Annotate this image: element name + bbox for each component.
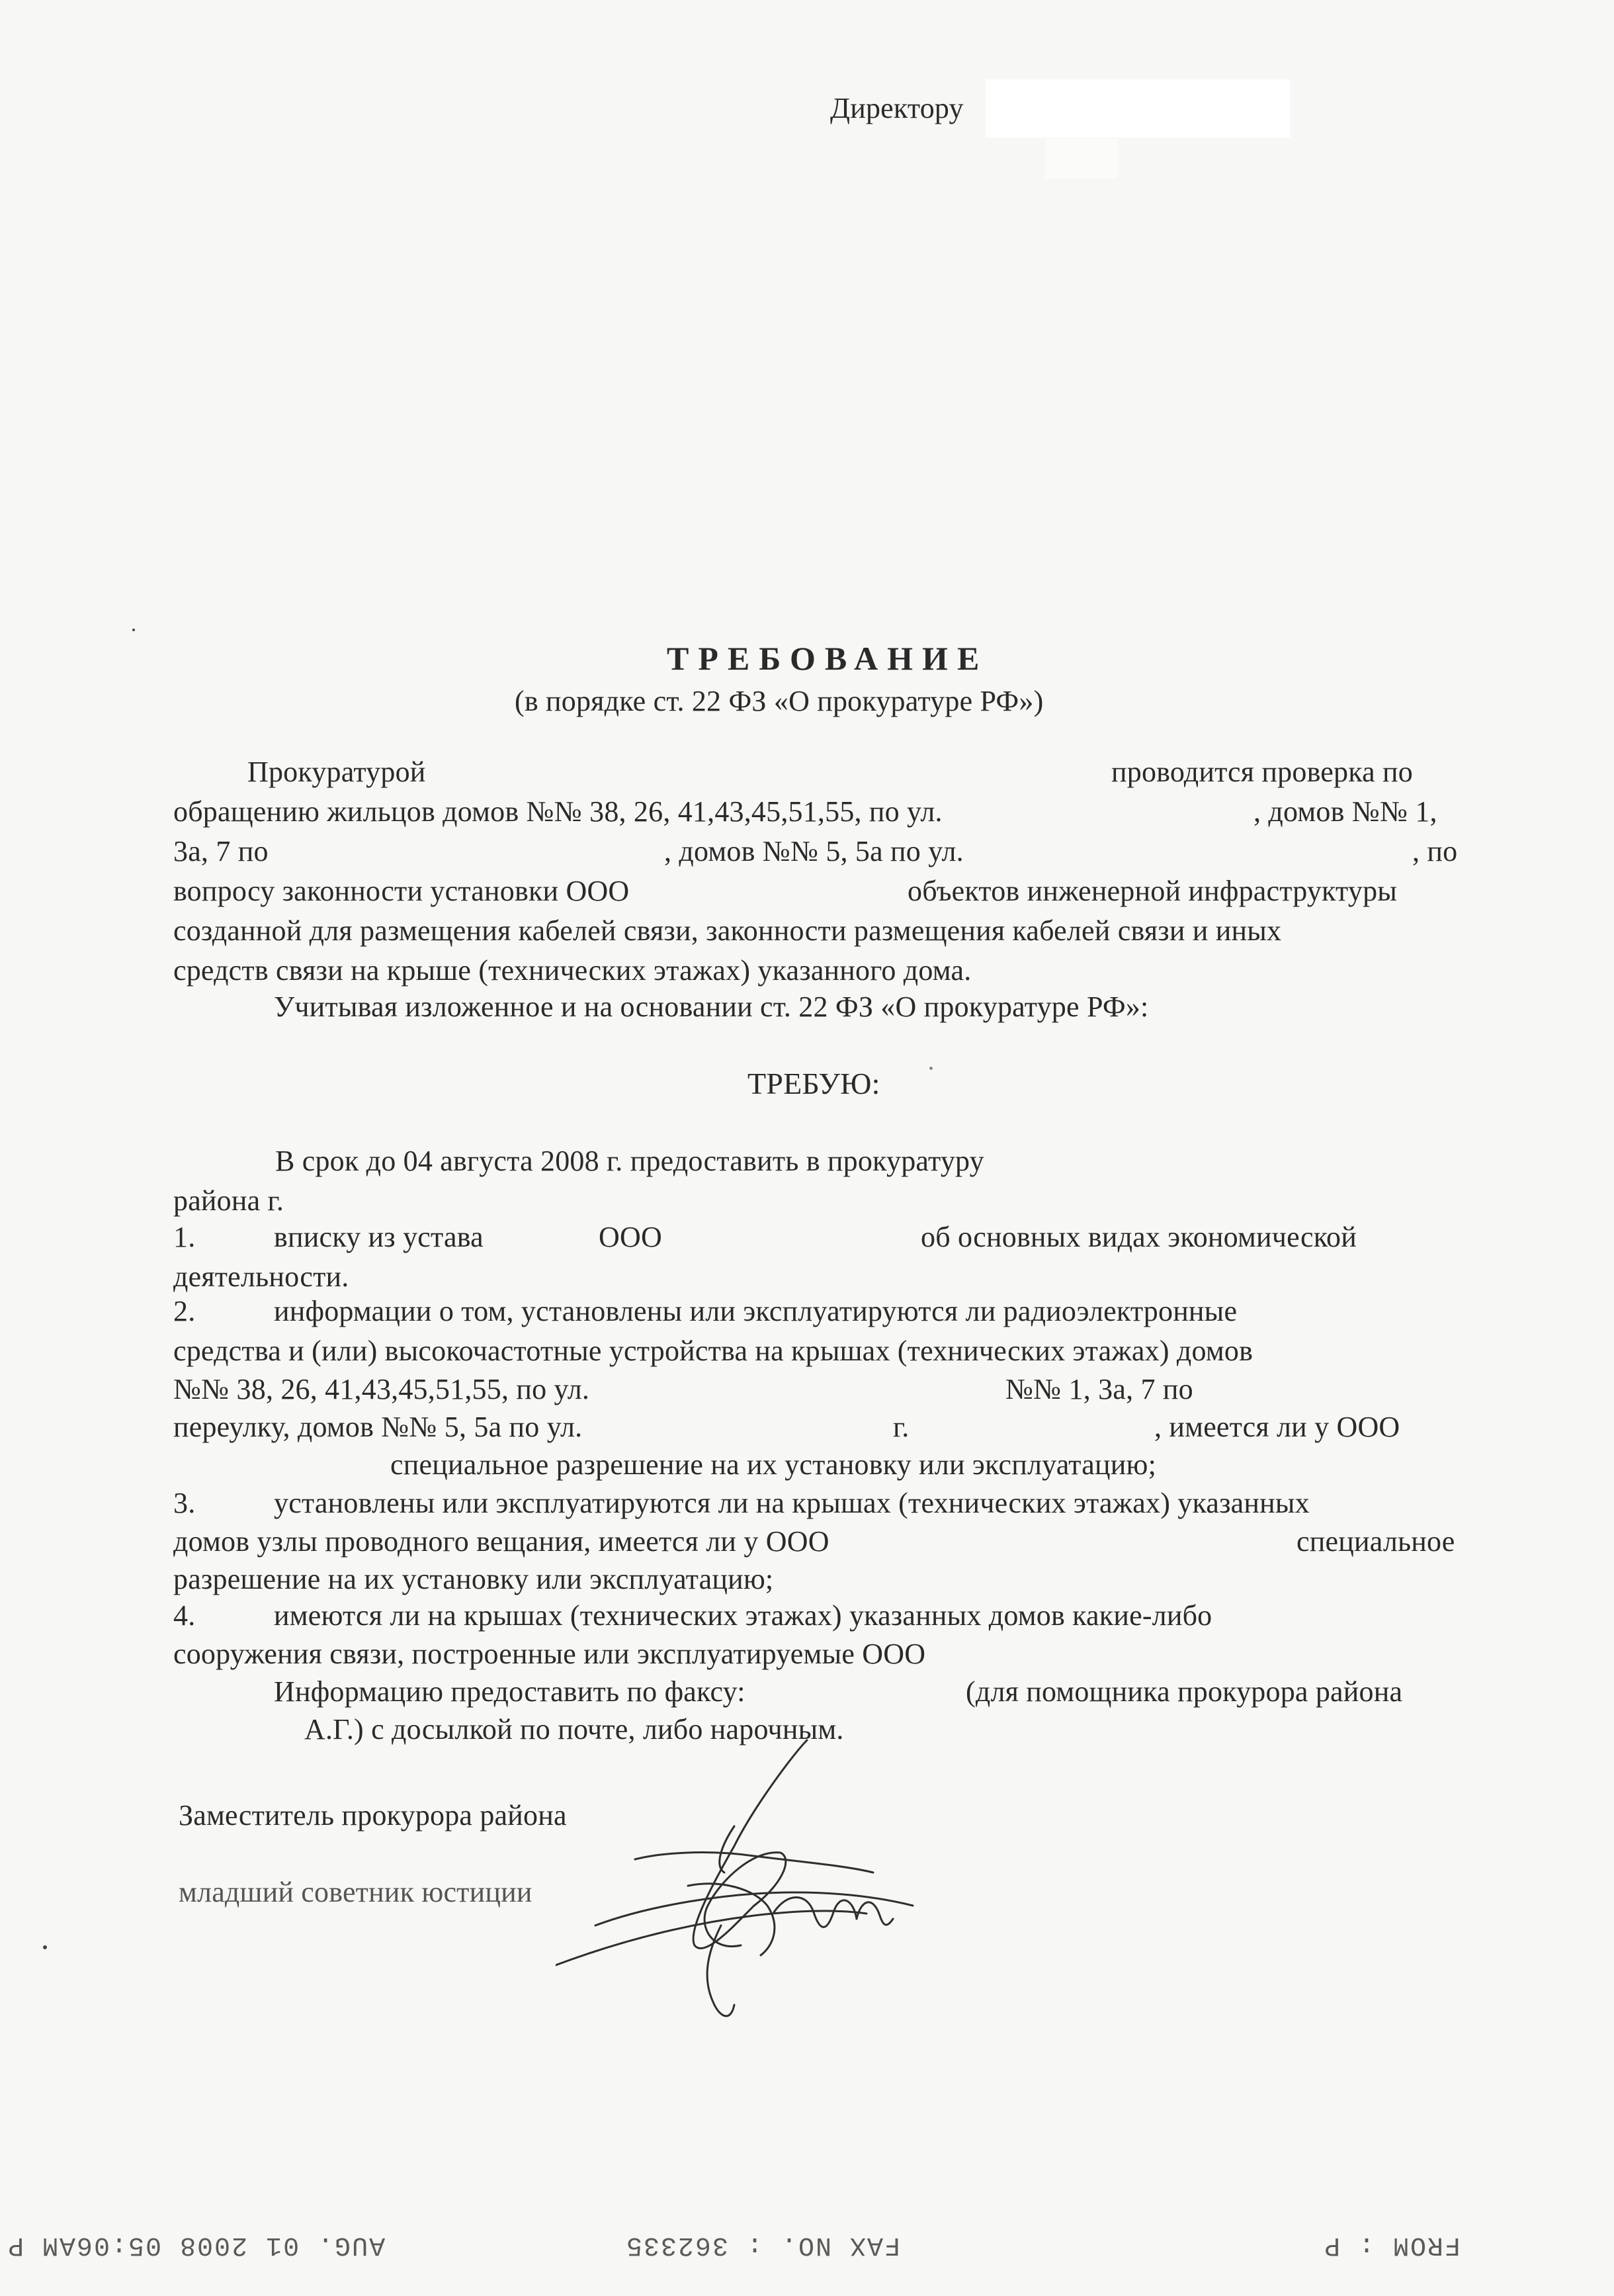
demand-line: деятельности. <box>173 1260 349 1293</box>
demand-line: №№ 38, 26, 41,43,45,51,55, по ул. <box>173 1373 590 1405</box>
document-title: ТРЕБОВАНИЕ <box>667 640 989 677</box>
item-number: 2. <box>173 1295 196 1327</box>
intro-line: созданной для размещения кабелей связи, законности размещения кабелей связи и иных <box>173 914 1282 947</box>
item-number: 3. <box>173 1487 196 1519</box>
fax-number: FAX NO. : 362335 <box>625 2230 901 2260</box>
intro-line: , домов №№ 5, 5а по ул. <box>664 835 964 867</box>
item-number: 1. <box>173 1221 196 1253</box>
fax-date: AUG. 01 2008 05:06AM P <box>7 2230 386 2260</box>
intro-line: вопросу законности установки ООО <box>173 875 630 907</box>
demand-line: имеются ли на крышах (технических этажах) указанных домов какие-либо <box>274 1599 1212 1632</box>
intro-line: средств связи на крыше (технических этажах) указанного дома. <box>173 954 972 987</box>
item-number: 4. <box>173 1599 196 1632</box>
intro-line: , по <box>1412 835 1458 867</box>
handwritten-signature <box>556 1727 926 2038</box>
demand-line: , имеется ли у ООО <box>1154 1411 1400 1443</box>
demand-line: сооружения связи, построенные или эксплуатируемые ООО <box>173 1638 926 1670</box>
demand-line: района г. <box>173 1184 284 1217</box>
demand-line: г. <box>893 1411 910 1443</box>
demand-line: ООО <box>599 1221 662 1253</box>
demand-line: разрешение на их установку или эксплуатацию; <box>173 1563 774 1595</box>
demand-heading: ТРЕБУЮ: <box>747 1067 880 1100</box>
intro-line: проводится проверка по <box>1111 756 1414 788</box>
signatory-rank: младший советник юстиции <box>179 1876 532 1908</box>
signatory-position: Заместитель прокурора района <box>179 1799 567 1832</box>
intro-line: объектов инженерной инфраструктуры <box>908 875 1398 907</box>
demand-line: установлены или эксплуатируются ли на крышах (технических этажах) указанных <box>274 1487 1310 1519</box>
demand-line: вписку из устава <box>274 1221 484 1253</box>
demand-line: специальное разрешение на их установку или эксплуатацию; <box>390 1448 1156 1481</box>
intro-line: , домов №№ 1, <box>1253 795 1437 828</box>
intro-line: обращению жильцов домов №№ 38, 26, 41,43,45,51,55, по ул. <box>173 795 943 828</box>
redaction-box <box>1045 139 1118 179</box>
intro-line: Учитывая изложенное и на основании ст. 22 ФЗ «О прокуратуре РФ»: <box>274 991 1149 1023</box>
demand-line: домов узлы проводного вещания, имеется ли у ООО <box>173 1525 829 1558</box>
demand-line: №№ 1, 3а, 7 по <box>1005 1373 1193 1405</box>
demand-line: Информацию предоставить по факсу: <box>274 1675 745 1708</box>
intro-line: Прокуратурой <box>247 756 426 788</box>
scan-speck <box>132 629 135 631</box>
addressee: Директору <box>830 92 964 124</box>
demand-line: информации о том, установлены или эксплуатируются ли радиоэлектронные <box>274 1295 1238 1327</box>
document-subtitle: (в порядке ст. 22 ФЗ «О прокуратуре РФ») <box>515 685 1044 717</box>
scan-speck <box>929 1067 933 1070</box>
demand-line: А.Г.) с досылкой по почте, либо нарочным. <box>304 1713 844 1745</box>
demand-line: специальное <box>1296 1525 1455 1558</box>
scan-speck <box>43 1945 47 1949</box>
fax-from: FROM : P <box>1323 2230 1461 2260</box>
demand-line: об основных видах экономической <box>921 1221 1357 1253</box>
redaction-box <box>986 79 1290 138</box>
demand-line: средства и (или) высокочастотные устройства на крышах (технических этажах) домов <box>173 1335 1253 1367</box>
intro-line: 3а, 7 по <box>173 835 269 867</box>
demand-line: (для помощника прокурора района <box>966 1675 1403 1708</box>
demand-line: В срок до 04 августа 2008 г. предоставить в прокуратуру <box>275 1145 984 1177</box>
demand-line: переулку, домов №№ 5, 5а по ул. <box>173 1411 583 1443</box>
